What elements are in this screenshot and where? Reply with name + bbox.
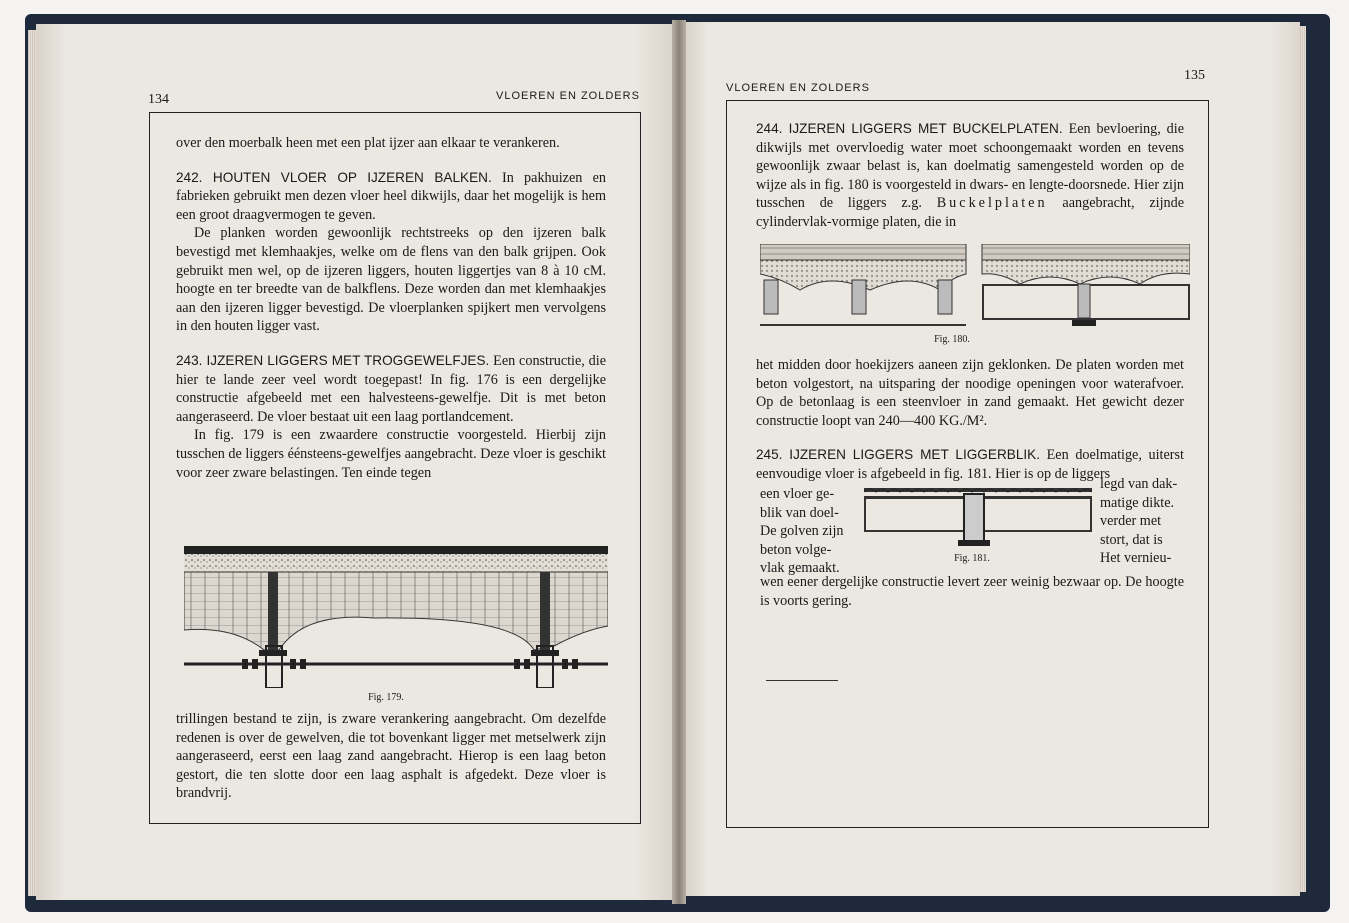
running-head: VLOEREN EN ZOLDERS xyxy=(726,82,870,94)
spaced-term: Buckelplaten xyxy=(936,195,1048,212)
closing-rule xyxy=(766,680,838,681)
text-line: Het vernieu- xyxy=(1100,550,1172,567)
section-242 xyxy=(176,169,606,225)
text-line: een vloer ge- xyxy=(760,486,835,502)
intro-paragraph: over den moerbalk heen met een plat ijzer aan elkaar te verankeren. xyxy=(176,135,560,151)
section-243 xyxy=(176,352,606,426)
running-head: VLOEREN EN ZOLDERS xyxy=(496,90,640,102)
text-line: stort, dat is xyxy=(1100,531,1163,548)
text-line: De golven zijn xyxy=(760,523,844,540)
figure-179-drawing xyxy=(184,546,608,688)
page-number: 135 xyxy=(1184,68,1205,83)
text-block-middle xyxy=(756,356,1184,484)
paragraph: In fig. 179 is een zwaardere constructie voorgesteld. Hierbij zijn tusschen de liggers éénsteens-gewelfjes aangebracht. Deze vloer is geschikt voor zeer zware belastingen. Ten einde tegen xyxy=(176,427,606,481)
section-244 xyxy=(756,120,1184,232)
figure-181-drawing xyxy=(864,484,1092,550)
paragraph: De planken worden gewoonlijk rechtstreeks op den ijzeren balk bevestigd met klemhaakjes, welke om de flens van den balk grijpen. Ook gebruikt men wel, op de ijzeren liggers, houten liggertjes van 8 à 10 cM. hoogte en ter breedte van de balkflens. Deze worden dan met klemhaakjes aan den ijzeren ligger bevestigd. De vloerplanken spijkert men vervolgens in den houten ligger vast. xyxy=(176,225,606,335)
figure-caption: Fig. 180. xyxy=(934,334,970,345)
book-gutter xyxy=(672,20,686,904)
wrap-text-right xyxy=(1100,475,1177,568)
section-heading: 242. HOUTEN VLOER OP IJZEREN BALKEN. xyxy=(176,169,492,185)
paragraph: trillingen bestand te zijn, is zware verankering aangebracht. Om dezelfde redenen is over de gewelven, die tot bovenkant ligger met metselwerk zijn aangeraseerd, eerst een laag zand aangebracht. Hierop is een laag beton gestort, die ten slotte door een laag asphalt is afgedekt. Deze vloer is brandvrij. xyxy=(176,711,606,802)
paragraph-text: Een bevloering, die dikwijls met overvloedig water moet schoongemaakt worden en tevens gewoonlijk zwaar belast is, kan doelmatig samengesteld worden op de wijze als in fig. 180 is voorgesteld in dwars- en lengte-doorsnede. Hier zijn tusschen de liggers z.g. xyxy=(756,121,1185,212)
section-heading: 245. IJZEREN LIGGERS MET LIGGERBLIK. xyxy=(756,447,1041,463)
section-heading: 244. IJZEREN LIGGERS MET BUCKELPLATEN. xyxy=(756,121,1063,136)
text-block-bottom xyxy=(760,573,1184,610)
page-number: 134 xyxy=(148,92,169,107)
paragraph-text: Een doelmatige, uiterst eenvoudige vloer is afgebeeld in fig. 181. Hier is op de liggers xyxy=(756,447,1184,482)
figure-caption: Fig. 179. xyxy=(368,692,404,703)
text-line: beton volge- xyxy=(760,541,832,558)
text-block-top xyxy=(756,120,1184,232)
text-line: legd van dak- xyxy=(1100,476,1178,492)
paragraph-text: In pakhuizen en fabrieken gebruikt men dezen vloer heel dikwijls, daar het mogelijk is hem een groot draagvermogen te geven. xyxy=(176,169,606,223)
text-block-bottom xyxy=(176,710,606,803)
section-heading: 243. IJZEREN LIGGERS MET TROGGEWELFJES. xyxy=(176,352,490,368)
paragraph-text: aangebracht, zijnde cylindervlak-vormige platen, die in xyxy=(756,195,1184,230)
figure-caption: Fig. 181. xyxy=(954,553,990,564)
text-line: matige dikte. xyxy=(1100,494,1175,511)
paragraph: het midden door hoekijzers aaneen zijn geklonken. De platen worden met beton volgestort, na uitsparing der noodige openingen voor waterafvoer. Op de betonlaag is een steenvloer in zand gemaakt. Het gewicht dezer constructie loopt van 240—400 KG./M². xyxy=(756,357,1184,429)
text-line: verder met xyxy=(1100,513,1162,530)
figure-180-drawing xyxy=(760,244,1190,332)
left-page xyxy=(36,24,676,900)
wrap-text-left xyxy=(760,485,844,578)
text-line: vlak gemaakt. xyxy=(760,560,840,577)
paragraph-text: Een constructie, die hier te lande zeer veel wordt toegepast! In fig. 176 is een dergelijke constructie afgebeeld met een halvesteens-gewelfje. Dit is met beton aangeraseerd. De vloer bestaat uit een laag portlandcement. xyxy=(176,352,606,425)
right-page xyxy=(682,22,1300,896)
text-line: blik van doel- xyxy=(760,504,839,521)
text-block-top xyxy=(176,134,606,482)
paragraph: wen eener dergelijke constructie levert zeer weinig bezwaar op. De hoogte is voorts gering. xyxy=(760,574,1184,609)
